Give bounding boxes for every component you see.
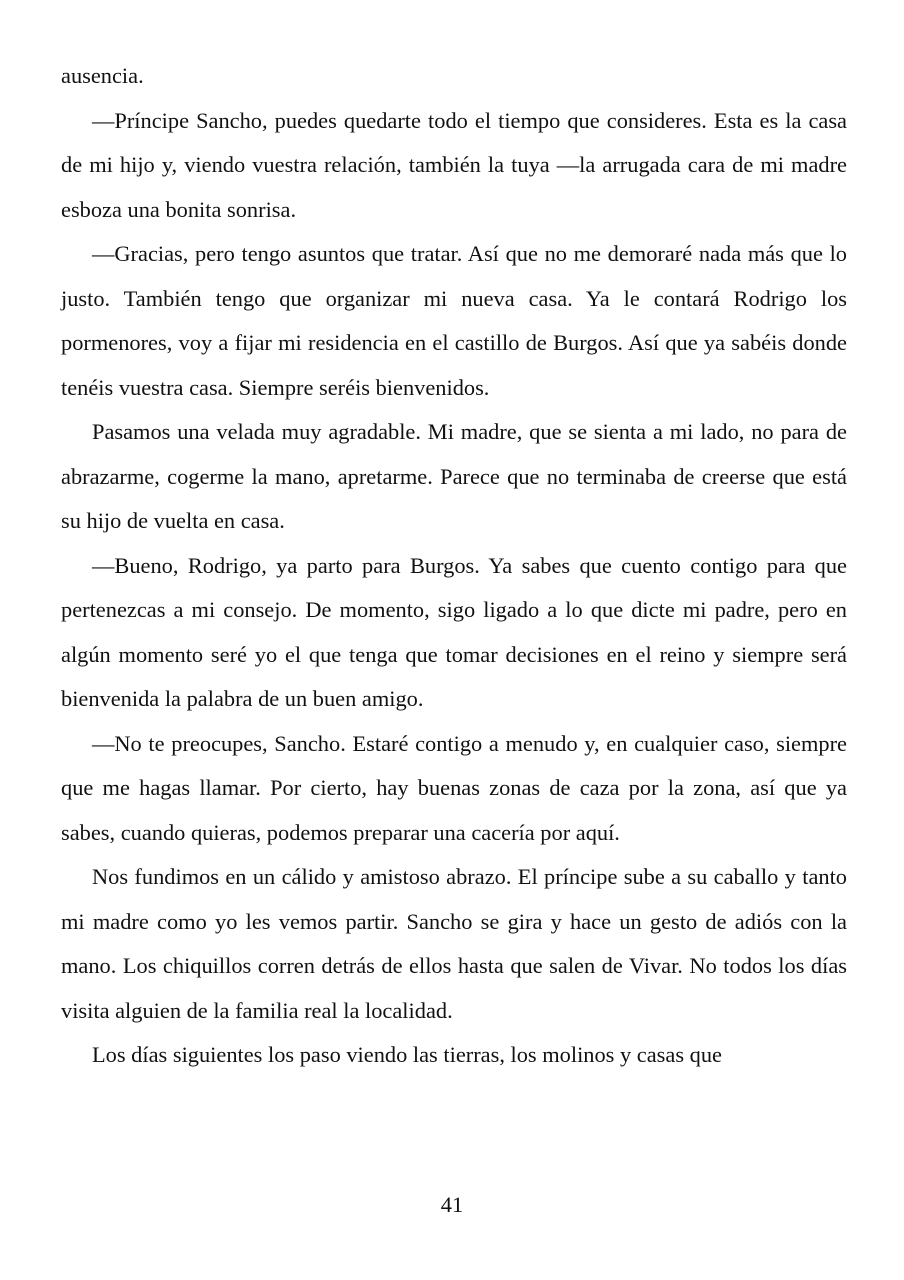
paragraph-continuation: ausencia.: [61, 63, 144, 88]
body-text: [61, 54, 847, 1078]
paragraph-narration-2: Nos fundimos en un cálido y amistoso abrazo. El príncipe sube a su caballo y tanto mi madre como yo les vemos partir. Sancho se gira y hace un gesto de adiós con la mano. Los chiquillos corren detrás de ellos hasta que salen de Vivar. No todos los días visita alguien de la familia real la localidad.: [61, 864, 847, 1023]
paragraph-dialogue-2: —Gracias, pero tengo asuntos que tratar. Así que no me demoraré nada más que lo justo. También tengo que organizar mi nueva casa. Ya le contará Rodrigo los pormenores, voy a fijar mi residencia en el castillo de Burgos. Así que ya sabéis donde tenéis vuestra casa. Siempre seréis bienvenidos.: [61, 241, 847, 400]
paragraph-dialogue-1: —Príncipe Sancho, puedes quedarte todo el tiempo que consideres. Esta es la casa de mi hijo y, viendo vuestra relación, también la tuya —la arrugada cara de mi madre esboza una bonita sonrisa.: [61, 107, 847, 222]
page-number: 41: [440, 1192, 464, 1217]
paragraph-dialogue-3: —Bueno, Rodrigo, ya parto para Burgos. Ya sabes que cuento contigo para que pertenezcas a mi consejo. De momento, sigo ligado a lo que dicte mi padre, pero en algún momento seré yo el que tenga que tomar decisiones en el reino y siempre será bienvenida la palabra de un buen amigo.: [61, 552, 847, 711]
paragraph-narration-1: Pasamos una velada muy agradable. Mi madre, que se sienta a mi lado, no para de abrazarme, cogerme la mano, apretarme. Parece que no terminaba de creerse que está su hijo de vuelta en casa.: [61, 419, 847, 533]
paragraph-narration-3: Los días siguientes los paso viendo las tierras, los molinos y casas que: [92, 1042, 722, 1067]
paragraph-dialogue-4: —No te preocupes, Sancho. Estaré contigo a menudo y, en cualquier caso, siempre que me hagas llamar. Por cierto, hay buenas zonas de caza por la zona, así que ya sabes, cuando quieras, podemos preparar una cacería por aquí.: [61, 730, 847, 845]
